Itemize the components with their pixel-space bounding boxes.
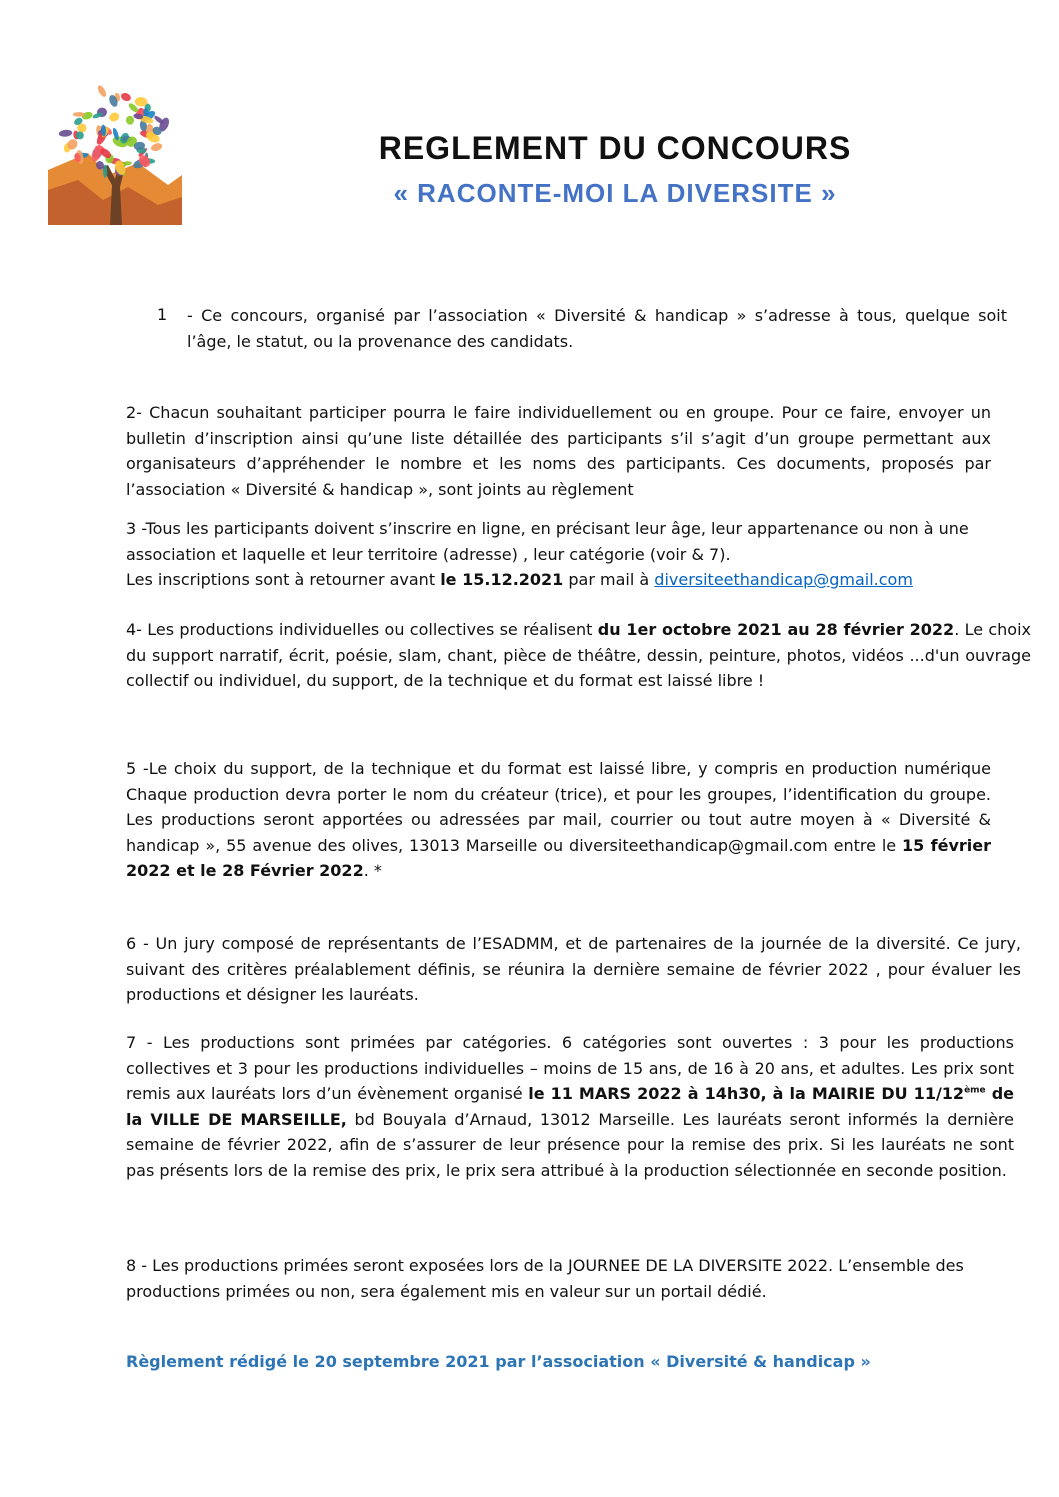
rule-3 — [126, 516, 996, 593]
rule-3-deadline — [126, 567, 996, 593]
rule-6 — [126, 931, 1021, 1008]
footer-note: Règlement rédigé le 20 septembre 2021 par l’association « Diversité & handicap » — [126, 1352, 871, 1371]
rule-7-sup: ème — [964, 1085, 986, 1096]
rule-5 — [126, 756, 991, 884]
rule-2 — [126, 400, 991, 502]
rule-5-text — [126, 756, 991, 884]
rule-2-text: 2- Chacun souhaitant participer pourra le faire individuellement ou en groupe. Pour ce faire, envoyer un bulletin d’inscription ainsi qu’une liste détaillée des participants s’il s’agit d’un groupe permettant aux organisateurs d’appréhender le nombre et les noms des participants. Ces documents, proposés par l’association « Diversité & handicap », sont joints au règlement — [126, 403, 991, 499]
rule-8-text: 8 - Les productions primées seront exposées lors de la JOURNEE DE LA DIVERSITE 2022. L’ensemble des productions primées ou non, sera également mis en valeur sur un portail dédié. — [126, 1256, 964, 1301]
rule-7 — [126, 1030, 1014, 1183]
rule-4-pre: 4- Les productions individuelles ou collectives se réalisent — [126, 620, 598, 639]
rule-4-dates: du 1er octobre 2021 au 28 février 2022 — [597, 620, 955, 639]
rule-3-deadline-pre: Les inscriptions sont à retourner avant — [126, 570, 441, 589]
rule-1 — [187, 303, 1007, 354]
rule-3-deadline-mid: par mail à — [563, 570, 655, 589]
rule-7-event-date: le 11 MARS 2022 à 14h30, à la MAIRIE DU 11/12 — [528, 1084, 965, 1103]
rule-8 — [126, 1253, 996, 1304]
rule-7-post: bd Bouyala d’Arnaud, 13012 Marseille. Les lauréats seront informés la dernière semaine de février 2022, afin de s’assurer de leur présence pour la remise des prix. Si les lauréats ne sont pas présents lors de la remise des prix, le prix sera attribué à la production sélectionnée en seconde position. — [126, 1109, 1014, 1180]
rule-3-deadline-date: le 15.12.2021 — [440, 570, 564, 589]
rule-4 — [126, 617, 1031, 694]
diversity-tree-hands-icon — [48, 75, 182, 225]
rule-7-text — [126, 1030, 1014, 1183]
email-link[interactable]: diversiteethandicap@gmail.com — [654, 570, 913, 589]
rule-6-text: 6 - Un jury composé de représentants de l’ESADMM, et de partenaires de la journée de la diversité. Ce jury, suivant des critères préalablement définis, se réunira la dernière semaine de février 2022 , pour évaluer les productions et désigner les lauréats. — [126, 934, 1021, 1004]
rule-3-text: 3 -Tous les participants doivent s’inscrire en ligne, en précisant leur âge, leur appartenance ou non à une association et laquelle et leur territoire (adresse) , leur catégorie (voir & 7). — [126, 519, 969, 564]
rule-5-pre: 5 -Le choix du support, de la technique et du format est laissé libre, y compris en production numérique Chaque production devra porter le nom du créateur (trice), et pour les groupes, l’identification du groupe. Les productions seront apportées ou adressées par mail, courrier ou tout autre moyen à « Diversité & handicap », 55 avenue des olives, 13013 Marseille ou diversiteethandicap@gmail.com entre le — [126, 759, 991, 855]
rule-5-post: . * — [363, 861, 382, 880]
rule-7-event-place: de la VILLE DE MARSEILLE, — [126, 1084, 1015, 1129]
rule-5-dates: 15 février 2022 et le 28 Février 2022 — [126, 835, 991, 880]
contest-subtitle: « RACONTE-MOI LA DIVERSITE » — [393, 178, 837, 208]
rule-1-text: - Ce concours, organisé par l’association « Diversité & handicap » s’adresse à tous, quelque soit l’âge, le statut, ou la provenance des candidats. — [187, 306, 1007, 351]
rule-4-post: . Le choix du support narratif, écrit, poésie, slam, chant, pièce de théâtre, dessin, peinture, photos, vidéos ...d'un ouvrage collectif ou individuel, du support, de la technique et du format est laissé libre ! — [126, 620, 1032, 690]
rule-7-pre: 7 - Les productions sont primées par catégories. 6 catégories sont ouvertes : 3 pour les productions collectives et 3 pour les productions individuelles – moins de 15 ans, de 16 à 20 ans, et adultes. Les prix sont remis aux lauréats lors d’un évènement organisé — [126, 1033, 1014, 1103]
page-title: REGLEMENT DU CONCOURS — [378, 130, 852, 166]
rule-1-number: 1 — [157, 305, 168, 324]
rule-4-text — [126, 617, 1031, 694]
